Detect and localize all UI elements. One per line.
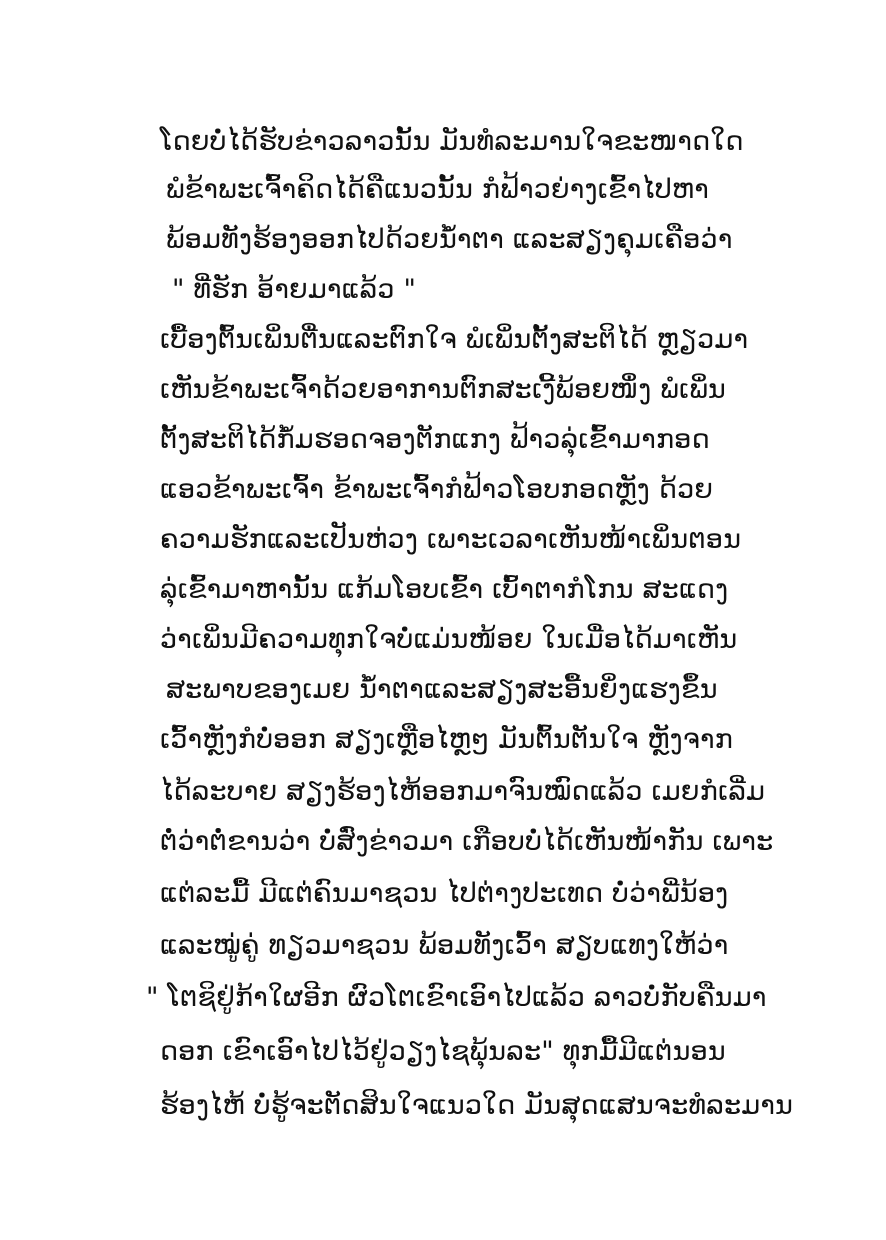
text-line-16: ແຕ່ລະມື້ ມີແຕ່ຄົນມາຊວນ ໄປຕ່າງປະເທດ ບໍ່ວ່າພີ່ນ້ອງ	[160, 878, 729, 909]
text-line-4: " ທີ່ຮັກ ອ້າຍມາແລ້ວ "	[172, 274, 417, 305]
text-line-2: ພໍຂ້າພະເຈົ້າຄິດໄດ້ຄືແນວນັ້ນ ກໍຟ້າວຍ່າງເຂົ້າໄປຫາ	[166, 174, 710, 205]
text-line-14: ໄດ້ລະບາຍ ສຽງຮ້ອງໄຫ້ອອກມາຈົນໝົດແລ້ວ ເມຍກໍເລີ່ມ	[160, 776, 766, 807]
text-line-13: ເວົ້າຫຼັງກໍບໍ່ອອກ ສຽງເຫຼືອໄຫຼໆ ມັນຕົ້ນຕັນໃຈ ຫຼັງຈາກ	[160, 724, 734, 755]
text-line-9: ຄວາມຮັກແລະເປັນຫ່ວງ ເພາະເວລາເຫັນໜ້າເພິ່ນຕອນ	[160, 524, 742, 555]
text-line-3: ພ້ອມທັງຮ້ອງອອກໄປດ້ວຍນ້ຳຕາ ແລະສຽງຄຸມເຄືອວ່າ	[166, 224, 733, 255]
text-line-17: ແລະໝູ່ຄູ່ ທຽວມາຊວນ ພ້ອມທັງເວົ້າ ສຽບແທງໃຫ້ວ່າ	[160, 930, 729, 961]
text-line-5: ເບື້ອງຕົ້ນເພິ່ນຕື່ນແລະຕົກໃຈ ພໍເພິ່ນຕັ້ງສະຕິໄດ້ ຫຼຽວມາ	[160, 324, 749, 355]
text-line-12: ສະພາບຂອງເມຍ ນ້ຳຕາແລະສຽງສະອື້ນຍິ່ງແຮງຂຶ້ນ	[166, 674, 718, 705]
text-line-1: ໂດຍບໍ່ໄດ້ຮັບຂ່າວລາວນັ້ນ ມັນທໍລະມານໃຈຂະໜາດໃດ	[160, 126, 744, 157]
text-line-19: ດອກ ເຂົາເອົາໄປໄວ້ຢູ່ວຽງໄຊພຸ້ນລະ" ທຸກມື້ມີແຕ່ນອນ	[160, 1036, 726, 1067]
text-line-18: " ໂຕຊິຢູ່ກ້າໃຜອີກ ຜົວໂຕເຂົາເອົາໄປແລ້ວ ລາວບໍ່ກັບຄືນມາ	[146, 982, 767, 1013]
text-line-20: ຮ້ອງໄຫ້ ບໍ່ຮູ້ຈະຕັດສິນໃຈແນວໃດ ມັນສຸດແສນຈະທໍລະມານ	[160, 1090, 794, 1121]
text-line-6: ເຫັນຂ້າພະເຈົ້າດ້ວຍອາການຕົກສະເງີ້ພ້ອຍໜຶ່ງ ພໍເພິ່ນ	[160, 374, 727, 405]
text-line-10: ລຸ່ເຂົ້າມາຫານັ້ນ ແກ້ມໂອບເຂົ້າ ເບົ້າຕາກໍໂກນ ສະແດງ	[160, 574, 729, 605]
text-line-7: ຕັ້ງສະຕິໄດ້ກໍ້ມຮອດຈອງຕັກແກງ ຟ້າວລຸ່ເຂົ້າມາກອດ	[160, 424, 710, 455]
text-line-15: ຕໍ່ວ່າຕໍ່ຂານວ່າ ບໍ່ສົ່ງຂ່າວມາ ເກືອບບໍ່ໄດ້ເຫັນໜ້າກັນ ເພາະ	[160, 826, 774, 857]
text-line-11: ວ່າເພິ່ນມີຄວາມທຸກໃຈບໍ່ແມ່ນໜ້ອຍ ໃນເມື່ອໄດ້ມາເຫັນ	[160, 624, 738, 655]
text-line-8: ແອວຂ້າພະເຈົ້າ ຂ້າພະເຈົ້າກໍຟ້າວໂອບກອດຫຼັງ ດ້ວຍ	[160, 474, 714, 505]
